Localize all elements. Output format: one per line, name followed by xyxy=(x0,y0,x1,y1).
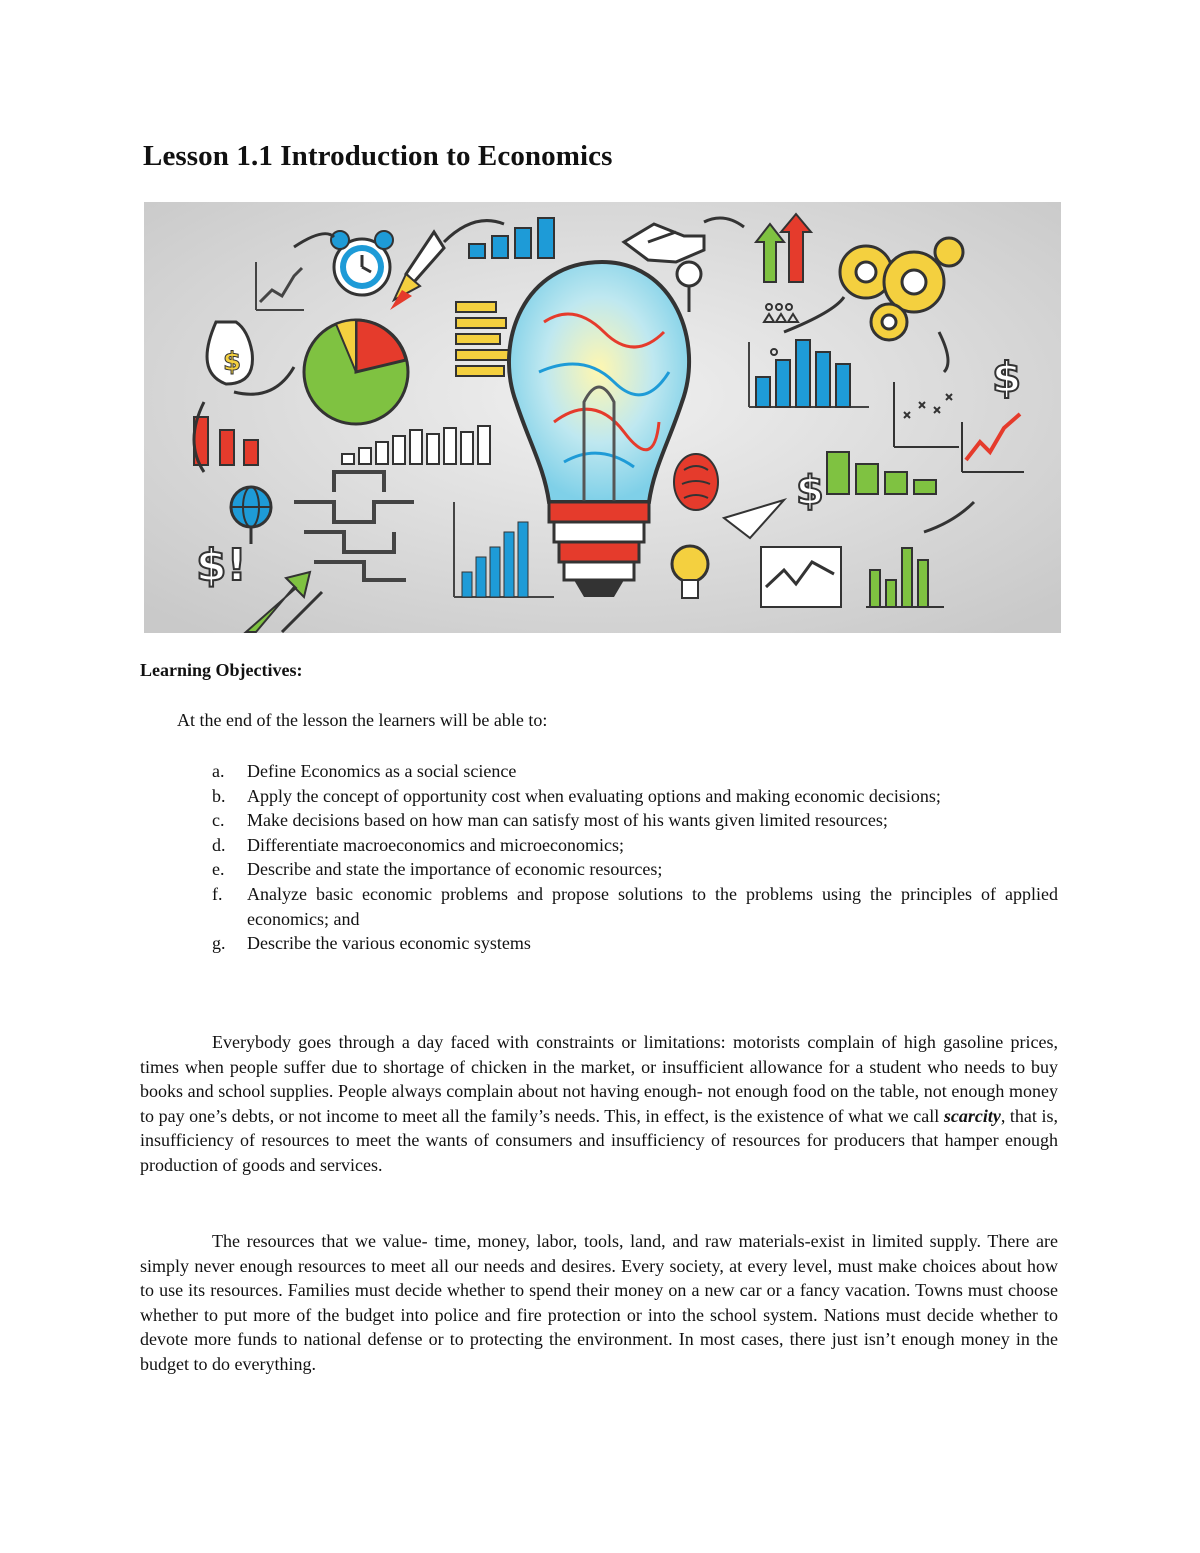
economics-illustration xyxy=(144,202,1061,633)
dollar-sign-icon: $ xyxy=(222,347,242,377)
page-title: Lesson 1.1 Introduction to Economics xyxy=(143,140,613,172)
list-marker: c. xyxy=(212,810,225,831)
dollar-sign-icon: $ xyxy=(796,468,824,514)
paragraph-text: Everybody goes through a day faced with constraints or limitations: motorists complain of high gasoline prices, times when people suffer due to shortage of chicken in the market, or insufficient allowance for a student who needs to buy books and school supplies. People always complain about not having enough- not enough food on the table, not enough money to pay one’s debts, or not income to meet all the family’s needs. This, in effect, is the existence of what we call xyxy=(140,1032,1058,1126)
paragraph-text: , that is, insufficiency of resources to meet the wants of consumers and insufficiency of resources for producers that hamper enough production of goods and services. xyxy=(140,1105,1059,1175)
line-chart-icon xyxy=(761,547,841,607)
list-marker: f. xyxy=(212,883,223,904)
list-marker: e. xyxy=(212,859,225,880)
list-marker: g. xyxy=(212,933,226,954)
objective-text: Analyze basic economic problems and propose solutions to the problems using the principles of applied economics; and xyxy=(247,883,1058,929)
objective-text: Apply the concept of opportunity cost when evaluating options and making economic decisions; xyxy=(247,785,941,806)
dollar-exclaim-icon: $! xyxy=(196,540,247,591)
objectives-list xyxy=(212,759,1058,956)
list-item xyxy=(212,808,1058,833)
list-item xyxy=(212,784,1058,809)
list-marker: d. xyxy=(212,834,226,855)
alarm-clock-icon xyxy=(331,231,393,295)
objective-text: Describe the various economic systems xyxy=(247,933,531,954)
objective-text: Make decisions based on how man can satisfy most of his wants given limited resources; xyxy=(247,810,888,831)
objectives-intro: At the end of the lesson the learners will be able to: xyxy=(177,710,548,730)
brain-icon xyxy=(674,454,718,510)
list-item xyxy=(212,759,1058,784)
money-bag-icon xyxy=(207,322,252,384)
resources-paragraph: The resources that we value- time, money, labor, tools, land, and raw materials-exist in limited supply. There are simply never enough resources to meet all our needs and desires. Every society, at every level, must make choices about how to use its resources. Families must decide whether to spend their money on a new car or a fancy vacation. Towns must choose whether to put more of the budget into police and fire protection or into the school system. Nations must decide whether to devote more funds to national defense or to protecting the environment. In most cases, there just isn’t enough money in the budget to do everything. xyxy=(140,1231,1058,1374)
list-item xyxy=(212,931,1058,956)
learning-objectives-heading: Learning Objectives: xyxy=(140,660,303,680)
dollar-sign-icon: $ xyxy=(992,353,1022,402)
list-marker: b. xyxy=(212,785,226,806)
list-marker: a. xyxy=(212,761,225,781)
objective-text: Define Economics as a social science xyxy=(247,761,517,781)
pie-chart-icon xyxy=(304,320,408,424)
objective-text: Describe and state the importance of economic resources; xyxy=(247,859,663,880)
list-item xyxy=(212,857,1058,882)
list-item xyxy=(212,882,1058,931)
list-item xyxy=(212,833,1058,858)
objective-text: Differentiate macroeconomics and microeconomics; xyxy=(247,834,625,855)
scarcity-term: scarcity xyxy=(943,1105,1001,1126)
scarcity-paragraph xyxy=(140,1030,1058,1178)
